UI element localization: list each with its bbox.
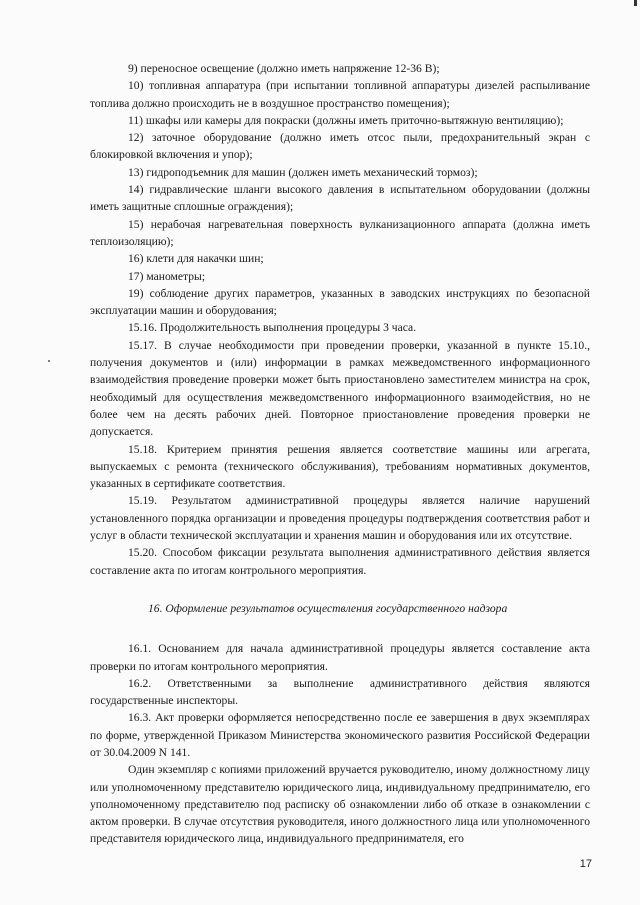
list-item: 10) топливная аппаратура (при испытании топливной аппаратуры дизелей распыливание топлива должно происходить не в воздушное пространство помещения); [90,79,590,110]
list-item: 15) нерабочая нагревательная поверхность вулканизационного аппарата (должна иметь теплоизоляцию); [90,217,590,248]
list-item: 17) манометры; [128,269,206,283]
list-item: 13) гидроподъемник для машин (должен иметь механический тормоз); [128,165,478,179]
list-item: 9) переносное освещение (должно иметь напряжение 12-36 В); [128,62,440,75]
list-item: 19) соблюдение других параметров, указанных в заводских инструкциях по безопасной эксплуатации машин и оборудования; [90,286,590,318]
clause-15-19: 15.19. Результатом административной процедуры является наличие нарушений установленного порядка организации и проведения процедуры подтверждения соответствия работ и услуг в области технической эксплуатации и хранения машин и оборудования или их отсутствие. [90,494,590,543]
document-body [90,60,590,848]
clause-15-16: 15.16. Продолжительность выполнения процедуры 3 часа. [128,321,417,335]
section-heading: 16. Оформление результатов осуществления государственного надзора [148,601,508,615]
clause-15-17: 15.17. В случае необходимости при проведении проверки, указанной в пункте 15.10., получения документов и (или) информации в рамках межведомственного информационного взаимодействия проведение проверки может быть приостановлено заместителем министра на срок, необходимый для осуществления межведомственного информационного взаимодействия, но не более чем на десять рабочих дней. Повторное приостановление проведения проверки не допускается. [90,338,590,439]
scan-mark [634,0,637,6]
clause-15-18: 15.18. Критерием принятия решения является соответствие машины или агрегата, выпускаемых с ремонта (технического обслуживания), требованиям нормативных документов, указанных в сертификате соответствия. [90,442,590,491]
paragraph: Один экземпляр с копиями приложений вручается руководителю, иному должностному лицу или уполномоченному представителю юридического лица, индивидуальному предпринимателю, его уполномоченному представителю под расписку об ознакомлении либо об отказе в ознакомлении с актом проверки. В случае отсутствия руководителя, иного должностного лица или уполномоченного представителя юридического лица, индивидуального предпринимателя, его [90,763,590,846]
clause-16-1: 16.1. Основанием для начала административной процедуры является составление акта проверки по итогам контрольного мероприятия. [90,642,590,673]
clause-16-2: 16.2. Ответственными за выполнение административного действия являются государственные инспекторы. [90,676,590,708]
page-number: 17 [579,857,592,870]
list-item: 14) гидравлические шланги высокого давления в испытательном оборудовании (должны иметь защитные сплошные ограждения); [90,183,590,214]
list-item: 16) клети для накачки шин; [128,252,264,266]
clause-16-3: 16.3. Акт проверки оформляется непосредственно после ее завершения в двух экземплярах по форме, утвержденной Приказом Министерства экономического развития Российской Федерации от 30.04.2009 N 141. [90,711,590,759]
list-item: 11) шкафы или камеры для покраски (должны иметь приточно-вытяжную вентиляцию); [128,113,564,127]
scan-speck [48,360,50,362]
clause-15-20: 15.20. Способом фиксации результата выполнения административного действия является составление акта по итогам контрольного мероприятия. [90,546,590,577]
list-item: 12) заточное оборудование (должно иметь отсос пыли, предохранительный экран с блокировкой включения и упор); [90,131,590,162]
